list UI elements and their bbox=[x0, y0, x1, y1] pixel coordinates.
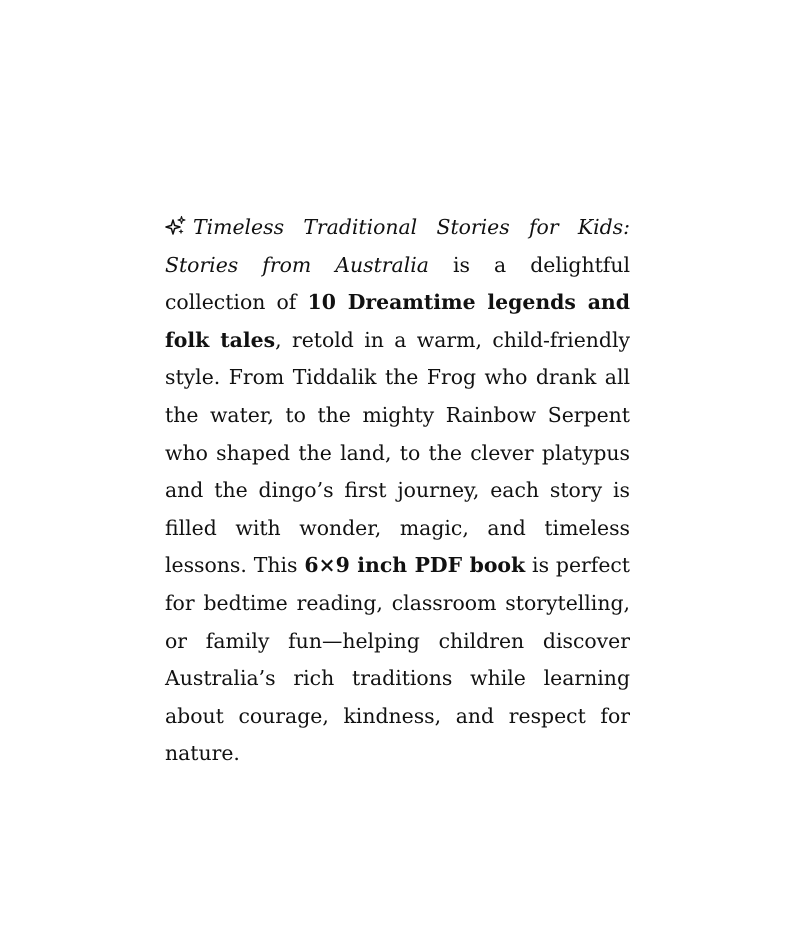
sparkles-icon bbox=[165, 215, 187, 237]
highlight-book-format: 6×9 inch PDF book bbox=[304, 553, 526, 578]
book-title: Timeless Traditional Stories for Kids: Stories from Australia bbox=[165, 215, 630, 277]
description-text-1: is a delightful collection of bbox=[165, 252, 630, 315]
product-description bbox=[165, 209, 630, 773]
description-text-2: , retold in a warm, child-friendly style. From Tiddalik the Frog who drank all the water, to the mighty Rainbow Serpent who shaped the land, to the clever platypus and the dingo’s first journey, each story is filled with wonder, magic, and timeless lessons. This bbox=[165, 327, 630, 578]
highlight-story-count: 10 Dreamtime legends and folk tales bbox=[165, 290, 630, 352]
description-text-3: is perfect for bedtime reading, classroom storytelling, or family fun—helping children discover Australia’s rich traditions while learning about courage, kindness, and respect for nature. bbox=[165, 553, 630, 766]
